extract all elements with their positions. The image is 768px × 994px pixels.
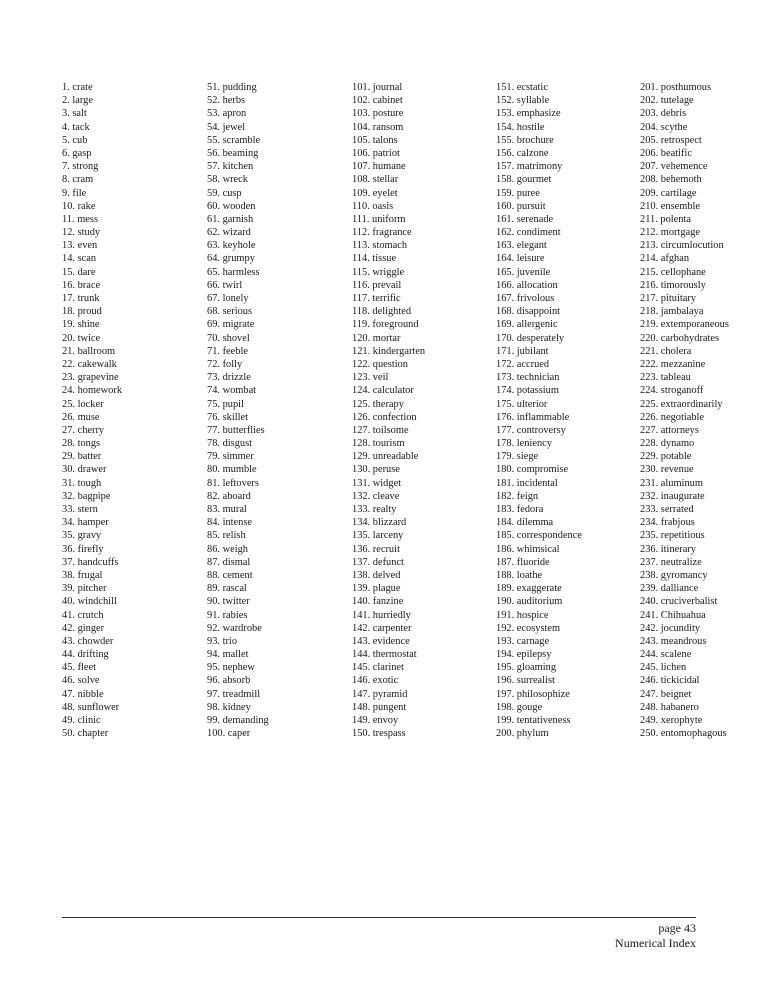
index-entry: 124. calculator: [352, 385, 414, 397]
index-entry: 63. keyhole: [207, 240, 256, 252]
index-entry: 220. carbohydrates: [640, 332, 720, 344]
index-entry: 192. ecosystem: [496, 622, 561, 634]
index-entry: 6. gasp: [62, 147, 92, 159]
index-entry: 76. skillet: [207, 411, 248, 423]
index-entry: 93. trio: [207, 635, 238, 647]
index-entry: 186. whimsical: [496, 543, 560, 555]
index-entry: 174. potassium: [496, 385, 559, 397]
index-entry: 32. bagpipe: [62, 490, 111, 502]
index-entry: 153. emphasize: [496, 108, 561, 120]
index-entry: 143. evidence: [352, 635, 410, 647]
page-footer: [615, 921, 696, 951]
index-entry: 250. entomophagous: [640, 728, 727, 740]
index-entry: 34. hamper: [62, 517, 109, 529]
page-number: page 43: [658, 921, 696, 935]
index-entry: 139. plague: [352, 583, 401, 595]
index-entry: 234. frabjous: [640, 517, 695, 529]
index-entry: 222. mezzanine: [640, 358, 706, 370]
index-entry: 196. surrealist: [496, 675, 555, 687]
index-entry: 180. compromise: [496, 464, 569, 476]
index-entry: 240. cruciverbalist: [640, 596, 718, 608]
index-entry: 225. extraordinarily: [640, 398, 723, 410]
index-entry: 242. jocundity: [640, 622, 701, 634]
index-entry: 100. caper: [207, 728, 251, 740]
index-entry: 18. proud: [62, 306, 102, 318]
index-entry: 9. file: [62, 187, 87, 199]
index-entry: 39. pitcher: [62, 583, 107, 595]
index-entry: 183. fedora: [496, 504, 544, 515]
section-title: Numerical Index: [615, 936, 696, 950]
index-entry: 140. fanzine: [352, 596, 404, 608]
index-entry: 113. stomach: [352, 240, 408, 252]
index-entry: 168. disappoint: [496, 306, 561, 318]
index-entry: 67. lonely: [207, 293, 249, 304]
index-entry: 19. shine: [62, 319, 100, 331]
index-entry: 40. windchill: [62, 596, 117, 608]
index-entry: 152. syllable: [496, 95, 550, 107]
index-entry: 2. large: [62, 95, 93, 107]
index-entry: 78. disgust: [207, 438, 253, 450]
index-entry: 216. timorously: [640, 279, 706, 291]
index-entry: 230. revenue: [640, 464, 694, 476]
index-entry: 207. vehemence: [640, 161, 708, 173]
index-entry: 89. rascal: [207, 583, 247, 595]
index-entry: 84. intense: [207, 517, 253, 529]
index-entry: 223. tableau: [640, 372, 691, 384]
index-entry: 94. mallet: [207, 649, 249, 661]
index-entry: 191. hospice: [496, 609, 549, 621]
index-entry: 4. tack: [62, 121, 90, 133]
index-entry: 185. correspondence: [496, 530, 582, 542]
index-entry: 249. xerophyte: [640, 715, 703, 726]
index-entry: 54. jewel: [207, 121, 246, 133]
index-entry: 199. tentativeness: [496, 715, 571, 726]
index-entry: 85. relish: [207, 530, 246, 542]
index-entry: 46. solve: [62, 675, 100, 687]
index-entry: 21. ballroom: [62, 345, 116, 357]
index-entry: 27. cherry: [62, 424, 105, 436]
index-entry: 131. widget: [352, 477, 402, 489]
index-entry: 108. stellar: [352, 174, 399, 186]
index-entry: 80. mumble: [207, 464, 257, 476]
index-entry: 118. delighted: [352, 306, 412, 318]
index-entry: 116. prevail: [352, 279, 402, 291]
index-entry: 190. auditorium: [496, 596, 563, 608]
index-entry: 144. thermostat: [352, 649, 417, 661]
index-entry: 16. brace: [62, 279, 101, 291]
index-entry: 176. inflammable: [496, 411, 570, 423]
index-entry: 53. apron: [207, 108, 247, 120]
index-entry: 77. butterflies: [207, 424, 265, 436]
index-entry: 35. gravy: [62, 530, 102, 542]
index-entry: 123. veil: [352, 372, 389, 384]
index-entry: 226. negotiable: [640, 411, 705, 423]
index-entry: 42. ginger: [62, 622, 105, 634]
index-entry: 212. mortgage: [640, 227, 701, 239]
index-entry: 59. cusp: [207, 187, 242, 199]
index-entry: 107. humane: [352, 161, 406, 173]
index-entry: 200. phylum: [496, 728, 549, 740]
index-entry: 43. chowder: [62, 635, 114, 647]
index-entry: 79. simmer: [207, 451, 254, 463]
index-entry: 61. garnish: [207, 213, 254, 225]
index-entry: 224. stroganoff: [640, 385, 704, 397]
index-entry: 138. delved: [352, 569, 401, 581]
index-column-4: [496, 81, 636, 740]
index-entry: 171. jubilant: [496, 345, 549, 357]
index-entry: 73. drizzle: [207, 372, 251, 384]
index-entry: 50. chapter: [62, 728, 109, 740]
index-entry: 197. philosophize: [496, 688, 570, 700]
index-entry: 215. cellophane: [640, 266, 706, 278]
index-entry: 160. pursuit: [496, 200, 546, 212]
index-entry: 129. unreadable: [352, 451, 419, 463]
index-entry: 12. study: [62, 227, 101, 239]
index-entry: 198. gouge: [496, 701, 543, 713]
index-entry: 48. sunflower: [62, 701, 120, 713]
index-entry: 120. mortar: [352, 332, 401, 344]
index-entry: 51. pudding: [207, 82, 257, 93]
index-entry: 52. herbs: [207, 95, 246, 107]
index-entry: 87. dismal: [207, 556, 251, 568]
index-entry: 14. scan: [62, 253, 97, 265]
index-entry: 219. extemporaneous: [640, 319, 729, 331]
index-entry: 206. beatific: [640, 147, 692, 159]
index-entry: 81. leftovers: [207, 477, 259, 489]
index-entry: 237. neutralize: [640, 556, 702, 568]
index-entry: 227. attorneys: [640, 424, 699, 436]
index-entry: 161. serenade: [496, 213, 554, 225]
index-entry: 97. treadmill: [207, 688, 261, 700]
index-entry: 106. patriot: [352, 147, 400, 159]
index-entry: 95. nephew: [207, 662, 255, 674]
index-entry: 172. accrued: [496, 358, 550, 370]
index-entry: 154. hostile: [496, 121, 545, 133]
index-entry: 236. itinerary: [640, 543, 696, 555]
index-entry: 150. trespass: [352, 728, 406, 740]
index-entry: 115. wriggle: [352, 266, 405, 278]
index-entry: 22. cakewalk: [62, 358, 117, 370]
index-entry: 122. question: [352, 358, 408, 370]
index-entry: 44. drifting: [62, 649, 109, 661]
index-entry: 75. pupil: [207, 398, 244, 410]
index-entry: 181. incidental: [496, 477, 558, 489]
index-entry: 202. tutelage: [640, 95, 694, 107]
index-entry: 241. Chihuahua: [640, 609, 706, 621]
index-entry: 83. mural: [207, 504, 247, 515]
index-column-3: [352, 81, 492, 740]
index-entry: 133. realty: [352, 504, 397, 515]
index-entry: 232. inaugurate: [640, 490, 705, 502]
index-entry: 28. tongs: [62, 438, 101, 450]
index-entry: 121. kindergarten: [352, 345, 426, 357]
index-entry: 13. even: [62, 240, 98, 252]
index-entry: 86. weigh: [207, 543, 248, 555]
index-entry: 156. calzone: [496, 147, 549, 159]
index-entry: 98. kidney: [207, 701, 251, 713]
index-entry: 135. larceny: [352, 530, 404, 542]
index-entry: 68. serious: [207, 306, 253, 318]
index-entry: 74. wombat: [207, 385, 257, 397]
index-entry: 182. feign: [496, 490, 539, 502]
index-entry: 8. cram: [62, 174, 94, 186]
index-entry: 187. fluoride: [496, 556, 550, 568]
index-entry: 36. firefly: [62, 543, 104, 555]
index-entry: 55. scramble: [207, 134, 261, 146]
index-entry: 211. polenta: [640, 213, 691, 225]
index-entry: 130. peruse: [352, 464, 400, 476]
index-entry: 209. cartilage: [640, 187, 697, 199]
index-entry: 235. repetitious: [640, 530, 705, 542]
index-entry: 49. clinic: [62, 715, 101, 726]
index-entry: 111. uniform: [352, 213, 406, 225]
index-entry: 136. recruit: [352, 543, 400, 555]
index-entry: 210. ensemble: [640, 200, 701, 212]
index-entry: 169. allergenic: [496, 319, 558, 331]
index-entry: 92. wardrobe: [207, 622, 262, 634]
index-entry: 158. gourmet: [496, 174, 552, 186]
index-entry: 72. folly: [207, 358, 243, 370]
index-entry: 145. clarinet: [352, 662, 404, 674]
index-entry: 69. migrate: [207, 319, 255, 331]
index-entry: 179. siege: [496, 451, 539, 463]
index-entry: 170. desperately: [496, 332, 565, 344]
index-entry: 62. wizard: [207, 227, 251, 239]
index-entry: 208. behemoth: [640, 174, 702, 186]
index-entry: 165. juvenile: [496, 266, 551, 278]
index-entry: 213. circumlocution: [640, 240, 724, 252]
index-entry: 57. kitchen: [207, 161, 254, 173]
index-entry: 70. shovel: [207, 332, 250, 344]
index-entry: 164. leisure: [496, 253, 545, 265]
index-entry: 141. hurriedly: [352, 609, 411, 621]
index-entry: 104. ransom: [352, 121, 404, 133]
index-entry: 173. technician: [496, 372, 560, 384]
index-entry: 228. dynamo: [640, 438, 695, 450]
index-entry: 239. dalliance: [640, 583, 699, 595]
index-entry: 101. journal: [352, 82, 403, 93]
index-entry: 88. cement: [207, 569, 253, 581]
index-entry: 142. carpenter: [352, 622, 412, 634]
index-entry: 189. exaggerate: [496, 583, 562, 595]
index-entry: 246. tickicidal: [640, 675, 700, 687]
index-entry: 204. scythe: [640, 121, 688, 133]
index-entry: 17. trunk: [62, 293, 100, 304]
index-entry: 245. lichen: [640, 662, 687, 674]
index-entry: 151. ecstatic: [496, 82, 548, 93]
index-entry: 127. toilsome: [352, 424, 409, 436]
index-entry: 47. nibble: [62, 688, 104, 700]
index-entry: 15. dare: [62, 266, 96, 278]
index-entry: 188. loathe: [496, 569, 543, 581]
index-entry: 91. rabies: [207, 609, 248, 621]
index-entry: 112. fragrance: [352, 227, 412, 239]
index-entry: 193. carnage: [496, 635, 550, 647]
index-entry: 184. dilemma: [496, 517, 554, 529]
index-entry: 65. harmless: [207, 266, 260, 278]
index-entry: 134. blizzard: [352, 517, 407, 529]
index-entry: 102. cabinet: [352, 95, 403, 107]
index-entry: 147. pyramid: [352, 688, 408, 700]
index-entry: 117. terrific: [352, 293, 401, 304]
index-entry: 37. handcuffs: [62, 556, 119, 568]
index-entry: 166. allocation: [496, 279, 558, 291]
index-entry: 233. serrated: [640, 504, 694, 515]
index-entry: 162. condiment: [496, 227, 561, 239]
index-entry: 248. habanero: [640, 701, 699, 713]
index-entry: 244. scalene: [640, 649, 692, 661]
index-entry: 66. twirl: [207, 279, 243, 291]
index-entry: 26. muse: [62, 411, 100, 423]
index-entry: 177. controversy: [496, 424, 566, 436]
index-entry: 137. defunct: [352, 556, 404, 568]
index-entry: 195. gloaming: [496, 662, 557, 674]
index-entry: 7. strong: [62, 161, 99, 173]
index-entry: 30. drawer: [62, 464, 107, 476]
index-entry: 159. puree: [496, 187, 540, 199]
index-entry: 11. mess: [62, 213, 98, 225]
index-entry: 132. cleave: [352, 490, 400, 502]
index-entry: 38. frugal: [62, 569, 103, 581]
index-entry: 167. frivolous: [496, 293, 555, 304]
index-entry: 178. leniency: [496, 438, 552, 450]
index-entry: 163. elegant: [496, 240, 547, 252]
index-entry: 23. grapevine: [62, 372, 119, 384]
index-entry: 205. retrospect: [640, 134, 702, 146]
index-entry: 29. batter: [62, 451, 102, 463]
index-entry: 10. rake: [62, 200, 96, 212]
index-entry: 126. confection: [352, 411, 417, 423]
index-entry: 201. posthumous: [640, 82, 712, 93]
index-entry: 155. brochure: [496, 134, 554, 146]
index-entry: 238. gyromancy: [640, 569, 708, 581]
index-entry: 125. therapy: [352, 398, 404, 410]
index-entry: 243. meandrous: [640, 635, 707, 647]
index-entry: 33. stern: [62, 504, 98, 515]
index-entry: 1. crate: [62, 82, 93, 93]
index-column-1: [62, 81, 202, 740]
index-column-2: [207, 81, 347, 740]
index-entry: 128. tourism: [352, 438, 405, 450]
index-entry: 5. cub: [62, 134, 88, 146]
index-entry: 103. posture: [352, 108, 404, 120]
index-entry: 175. ulterior: [496, 398, 548, 410]
index-entry: 203. debris: [640, 108, 687, 120]
footer-divider: [62, 917, 696, 918]
index-entry: 71. feeble: [207, 345, 248, 357]
index-entry: 20. twice: [62, 332, 101, 344]
index-entry: 60. wooden: [207, 200, 256, 212]
index-column-5: [640, 81, 768, 740]
index-entry: 229. potable: [640, 451, 692, 463]
index-entry: 110. oasis: [352, 200, 394, 212]
index-entry: 231. aluminum: [640, 477, 703, 489]
index-entry: 247. beignet: [640, 688, 692, 700]
index-entry: 3. salt: [62, 108, 87, 120]
index-entry: 146. exotic: [352, 675, 399, 687]
index-entry: 105. talons: [352, 134, 398, 146]
index-entry: 218. jambalaya: [640, 306, 704, 318]
index-entry: 90. twitter: [207, 596, 250, 608]
index-entry: 64. grumpy: [207, 253, 255, 265]
index-entry: 194. epilepsy: [496, 649, 552, 661]
index-entry: 217. pituitary: [640, 293, 696, 304]
index-entry: 148. pungent: [352, 701, 407, 713]
index-entry: 109. eyelet: [352, 187, 398, 199]
index-entry: 119. foreground: [352, 319, 419, 331]
index-entry: 45. fleet: [62, 662, 97, 674]
index-entry: 56. beaming: [207, 147, 259, 159]
index-entry: 157. matrimony: [496, 161, 563, 173]
index-entry: 24. homework: [62, 385, 123, 397]
index-entry: 82. aboard: [207, 490, 251, 502]
index-entry: 114. tissue: [352, 253, 397, 265]
index-entry: 149. envoy: [352, 715, 399, 726]
index-entry: 58. wreck: [207, 174, 248, 186]
index-entry: 41. crutch: [62, 609, 104, 621]
index-entry: 214. afghan: [640, 253, 690, 265]
index-entry: 96. absorb: [207, 675, 251, 687]
index-entry: 31. tough: [62, 477, 102, 489]
index-entry: 221. cholera: [640, 345, 692, 357]
index-entry: 99. demanding: [207, 715, 269, 726]
index-entry: 25. locker: [62, 398, 104, 410]
